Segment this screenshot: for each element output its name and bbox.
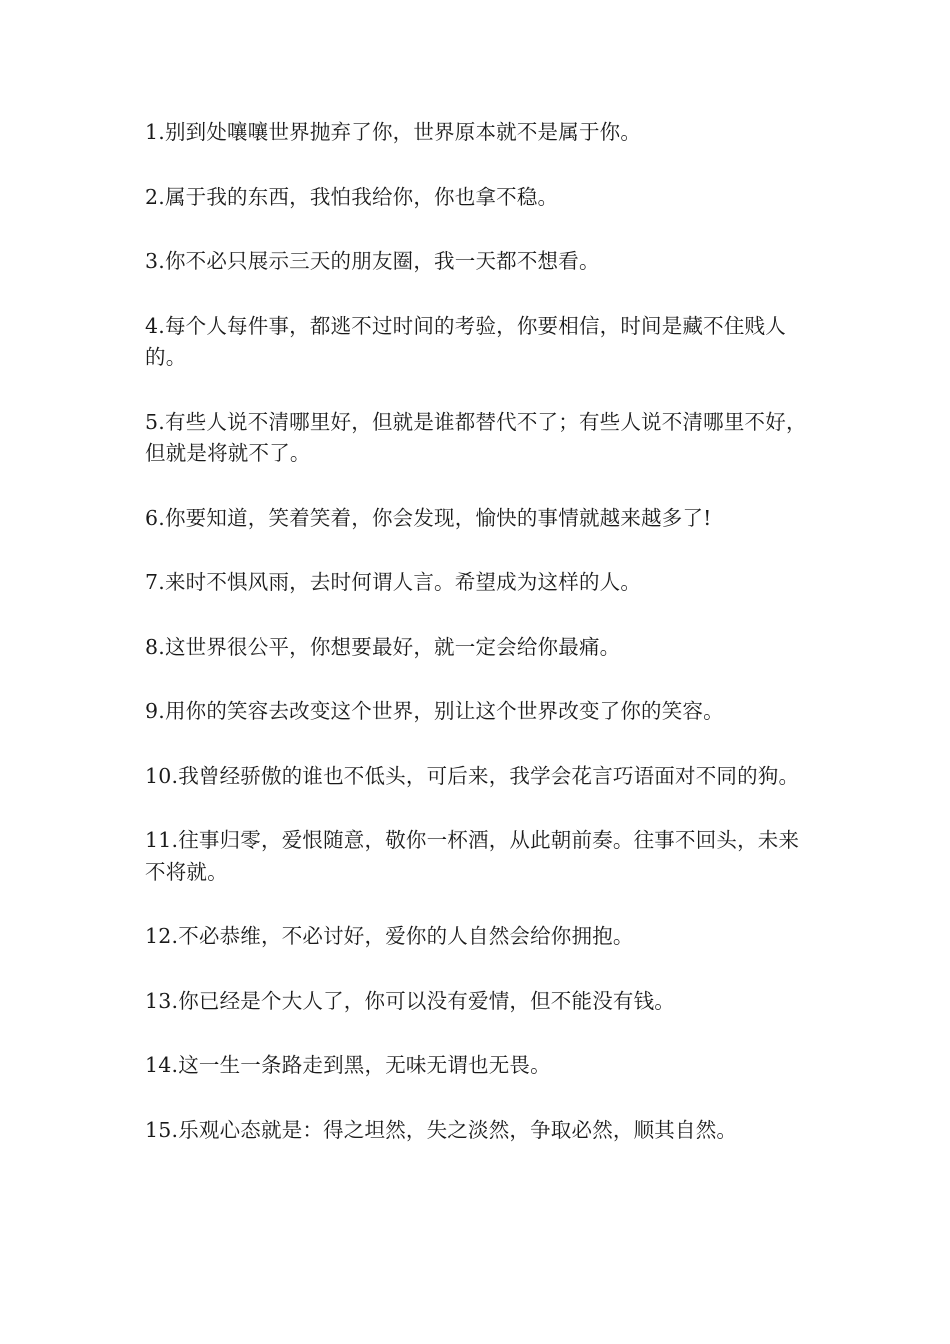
quote-item-11: 11.往事归零，爱恨随意，敬你一杯酒，从此朝前奏。往事不回头，未来不将就。 <box>145 828 800 884</box>
quote-item-2: 2.属于我的东西，我怕我给你，你也拿不稳。 <box>145 184 559 209</box>
quote-item-15: 15.乐观心态就是：得之坦然，失之淡然，争取必然，顺其自然。 <box>145 1117 738 1142</box>
quote-item-8: 8.这世界很公平，你想要最好，就一定会给你最痛。 <box>145 634 621 659</box>
quote-item-5: 5.有些人说不清哪里好，但就是谁都替代不了；有些人说不清哪里不好，但就是将就不了。 <box>145 409 807 465</box>
quote-item-6: 6.你要知道，笑着笑着，你会发现，愉快的事情就越来越多了! <box>145 505 712 530</box>
quote-item-12: 12.不必恭维，不必讨好，爱你的人自然会给你拥抱。 <box>145 924 634 948</box>
quote-item-14: 14.这一生一条路走到黑，无味无谓也无畏。 <box>145 1053 551 1077</box>
quote-item-9: 9.用你的笑容去改变这个世界，别让这个世界改变了你的笑容。 <box>145 699 724 723</box>
quote-item-3: 3.你不必只展示三天的朋友圈，我一天都不想看。 <box>145 249 600 273</box>
quote-item-10: 10.我曾经骄傲的谁也不低头，可后来，我学会花言巧语面对不同的狗。 <box>145 763 800 788</box>
quote-item-7: 7.来时不惧风雨，去时何谓人言。希望成为这样的人。 <box>145 570 642 594</box>
quote-list <box>145 117 815 1179</box>
quote-item-4: 4.每个人每件事，都逃不过时间的考验，你要相信，时间是藏不住贱人的。 <box>145 313 786 369</box>
quote-item-1: 1.别到处嚷嚷世界抛弃了你，世界原本就不是属于你。 <box>145 120 642 144</box>
quote-item-13: 13.你已经是个大人了，你可以没有爱情，但不能没有钱。 <box>145 988 676 1013</box>
